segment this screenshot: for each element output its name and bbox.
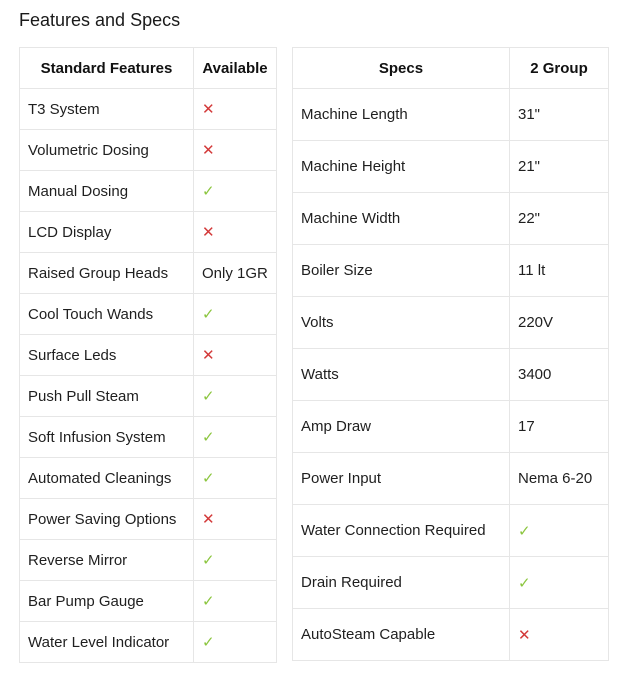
row-value: 11 lt — [510, 245, 609, 297]
row-value — [194, 458, 277, 499]
row-label: Manual Dosing — [20, 171, 194, 212]
row-label: Bar Pump Gauge — [20, 581, 194, 622]
table-row — [293, 609, 609, 661]
table-row — [293, 401, 609, 453]
table-row — [20, 130, 277, 171]
page-title: Features and Specs — [19, 10, 181, 30]
table-row — [293, 349, 609, 401]
cross-icon: ✕ — [202, 347, 215, 364]
row-value — [194, 540, 277, 581]
column-header-specs: Specs — [293, 48, 510, 89]
row-value: 22" — [510, 193, 609, 245]
row-value: Nema 6-20 — [510, 453, 609, 505]
row-label: Machine Height — [293, 141, 510, 193]
table-row — [293, 245, 609, 297]
row-value — [194, 417, 277, 458]
checkmark-icon: ✓ — [518, 522, 531, 540]
row-label: Push Pull Steam — [20, 376, 194, 417]
row-value — [510, 609, 609, 661]
row-value — [194, 212, 277, 253]
row-value — [194, 335, 277, 376]
row-label: Amp Draw — [293, 401, 510, 453]
row-value — [194, 130, 277, 171]
row-label: Water Connection Required — [293, 505, 510, 557]
table-row — [293, 297, 609, 349]
row-value — [194, 581, 277, 622]
checkmark-icon: ✓ — [518, 574, 531, 592]
table-row — [293, 557, 609, 609]
row-label: Cool Touch Wands — [20, 294, 194, 335]
table-row — [20, 294, 277, 335]
row-label: Volts — [293, 297, 510, 349]
row-label: Watts — [293, 349, 510, 401]
row-label: Drain Required — [293, 557, 510, 609]
row-label: Water Level Indicator — [20, 622, 194, 663]
row-value: Only 1GR — [194, 253, 277, 294]
row-value: 3400 — [510, 349, 609, 401]
cross-icon: ✕ — [202, 511, 215, 528]
table-row — [20, 335, 277, 376]
row-value — [510, 557, 609, 609]
column-header-available: Available — [194, 48, 277, 89]
table-row — [293, 505, 609, 557]
checkmark-icon: ✓ — [202, 634, 215, 651]
row-value: 31" — [510, 89, 609, 141]
features-table — [19, 47, 277, 663]
row-label: Automated Cleanings — [20, 458, 194, 499]
row-label: Power Saving Options — [20, 499, 194, 540]
row-value — [194, 171, 277, 212]
row-label: Reverse Mirror — [20, 540, 194, 581]
checkmark-icon: ✓ — [202, 306, 215, 323]
row-value — [510, 505, 609, 557]
column-header-standard-features: Standard Features — [20, 48, 194, 89]
table-row — [293, 453, 609, 505]
cross-icon: ✕ — [202, 101, 215, 118]
table-row — [20, 458, 277, 499]
row-value: 21" — [510, 141, 609, 193]
checkmark-icon: ✓ — [202, 429, 215, 446]
checkmark-icon: ✓ — [202, 470, 215, 487]
cross-icon: ✕ — [202, 224, 215, 241]
table-row — [20, 89, 277, 130]
row-value — [194, 622, 277, 663]
checkmark-icon: ✓ — [202, 552, 215, 569]
table-row — [20, 622, 277, 663]
row-value — [194, 294, 277, 335]
table-row — [293, 141, 609, 193]
row-value — [194, 89, 277, 130]
row-label: Raised Group Heads — [20, 253, 194, 294]
table-row — [20, 581, 277, 622]
row-label: Volumetric Dosing — [20, 130, 194, 171]
row-label: Soft Infusion System — [20, 417, 194, 458]
table-row — [20, 376, 277, 417]
table-header-row — [293, 48, 609, 89]
row-label: Power Input — [293, 453, 510, 505]
row-label: Machine Width — [293, 193, 510, 245]
table-row — [20, 253, 277, 294]
row-label: AutoSteam Capable — [293, 609, 510, 661]
row-value — [194, 376, 277, 417]
row-value: 220V — [510, 297, 609, 349]
table-row — [20, 417, 277, 458]
table-row — [20, 540, 277, 581]
checkmark-icon: ✓ — [202, 183, 215, 200]
table-row — [20, 499, 277, 540]
cross-icon: ✕ — [518, 626, 531, 644]
table-header-row — [20, 48, 277, 89]
row-label: Surface Leds — [20, 335, 194, 376]
table-row — [20, 171, 277, 212]
row-label: T3 System — [20, 89, 194, 130]
specs-table — [292, 47, 609, 661]
table-row — [293, 193, 609, 245]
checkmark-icon: ✓ — [202, 593, 215, 610]
row-label: LCD Display — [20, 212, 194, 253]
row-value — [194, 499, 277, 540]
row-label: Boiler Size — [293, 245, 510, 297]
row-value: 17 — [510, 401, 609, 453]
cross-icon: ✕ — [202, 142, 215, 159]
table-row — [293, 89, 609, 141]
table-row — [20, 212, 277, 253]
row-label: Machine Length — [293, 89, 510, 141]
checkmark-icon: ✓ — [202, 388, 215, 405]
column-header-2-group: 2 Group — [510, 48, 609, 89]
